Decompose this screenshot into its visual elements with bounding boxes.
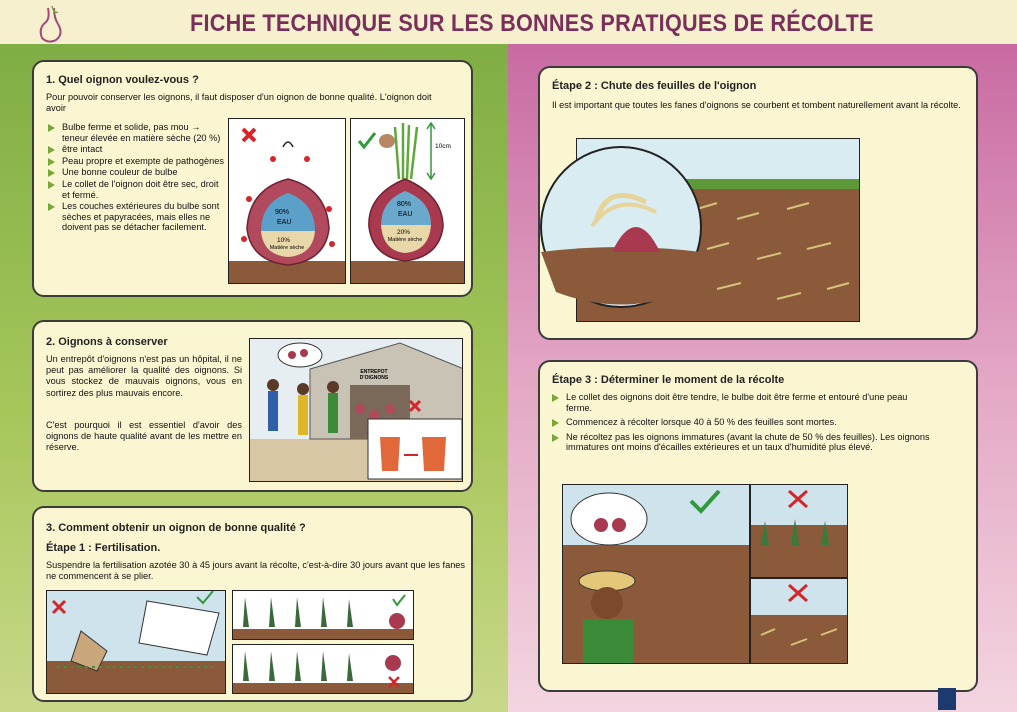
government-logo — [938, 688, 956, 710]
list-item: Ne récoltez pas les oignons immatures (avant la chute de 50 % des feuilles). Les oignons immatures ont moins d'écailles extérieures et un taux d'humidité plus élevé. — [550, 432, 930, 453]
not-ready-illustration-top — [750, 484, 848, 578]
quality-bullet-list — [46, 122, 226, 234]
bad-onion-illustration — [228, 118, 346, 284]
section-heading: 2. Oignons à conserver — [46, 336, 168, 348]
panel-leaf-fall — [538, 66, 978, 340]
warehouse-sign: ENTREPOT D'OIGNONS — [359, 369, 389, 381]
height-label: 10cm — [435, 143, 451, 150]
page-title: FICHE TECHNIQUE SUR LES BONNES PRATIQUES DE RÉCOLTE — [190, 10, 874, 37]
warehouse-illustration — [249, 338, 463, 482]
panel-storage — [32, 320, 473, 492]
dry-percent: 20% — [397, 229, 411, 236]
panel-onion-quality — [32, 60, 473, 297]
list-item: Bulbe ferme et solide, pas mou → teneur élevée en matière sèche (20 %) — [46, 122, 226, 143]
list-item: Les couches extérieures du bulbe sont sèches et papyracées, mais elles ne doivent pas se détacher facilement. — [46, 201, 226, 233]
onion-logo — [28, 4, 88, 44]
storage-paragraph-1: Un entrepôt d'oignons n'est pas un hôpital, il ne peut pas améliorer la qualité des oignons. Si vous stockez de mauvais oignons, vous en sortirez des plus mauvais encore. — [46, 354, 242, 398]
section-intro: Pour pouvoir conserver les oignons, il faut disposer d'un oignon de bonne qualité. L'oignon doit avoir — [46, 92, 432, 114]
leaf-fall-text: Il est important que toutes les fanes d'oignons se courbent et tombent naturellement avant la récolte. — [552, 100, 961, 110]
list-item: Peau propre et exempte de pathogènes — [46, 156, 226, 167]
dry-percent: 10% — [277, 237, 291, 244]
not-ready-illustration-bottom — [750, 578, 848, 664]
step-heading: Étape 2 : Chute des feuilles de l'oignon — [552, 80, 757, 92]
list-item: Le collet des oignons doit être tendre, le bulbe doit être ferme et entouré d'une peau ferme. — [550, 392, 930, 413]
good-onion-illustration — [350, 118, 465, 284]
storage-paragraph-2: C'est pourquoi il est essentiel d'avoir des oignons de haute qualité avant de les mettre en réserve. — [46, 420, 242, 453]
step-heading: Étape 3 : Déterminer le moment de la récolte — [552, 374, 785, 386]
section-heading: 3. Comment obtenir un oignon de bonne qualité ? — [46, 522, 306, 534]
panel-harvest-timing — [538, 360, 978, 692]
water-label: EAU — [277, 219, 292, 226]
list-item: être intact — [46, 144, 226, 155]
leaves-sequence-top — [232, 590, 414, 640]
section-heading: 1. Quel oignon voulez-vous ? — [46, 74, 199, 86]
dry-label: Matière sèche — [387, 237, 423, 243]
fertilisation-text: Suspendre la fertilisation azotée 30 à 45 jours avant la récolte, c'est-à-dire 30 jours avant que les fanes ne commencent à se plier. — [46, 560, 466, 582]
list-item: Une bonne couleur de bulbe — [46, 167, 226, 178]
magnified-onion-circle — [536, 142, 706, 312]
water-label: EAU — [398, 211, 413, 218]
water-percent: 90% — [275, 209, 290, 216]
fertilisation-illustration — [46, 590, 226, 694]
step-heading: Étape 1 : Fertilisation. — [46, 542, 161, 554]
list-item: Le collet de l'oignon doit être sec, droit et fermé. — [46, 179, 226, 200]
list-item: Commencez à récolter lorsque 40 à 50 % des feuilles sont mortes. — [550, 417, 930, 428]
panel-good-quality — [32, 506, 473, 702]
water-percent: 80% — [397, 201, 412, 208]
harvest-check-illustration — [562, 484, 750, 664]
dry-label: Matière sèche — [269, 245, 305, 251]
timing-bullet-list — [550, 392, 930, 454]
leaves-sequence-bottom — [232, 644, 414, 694]
